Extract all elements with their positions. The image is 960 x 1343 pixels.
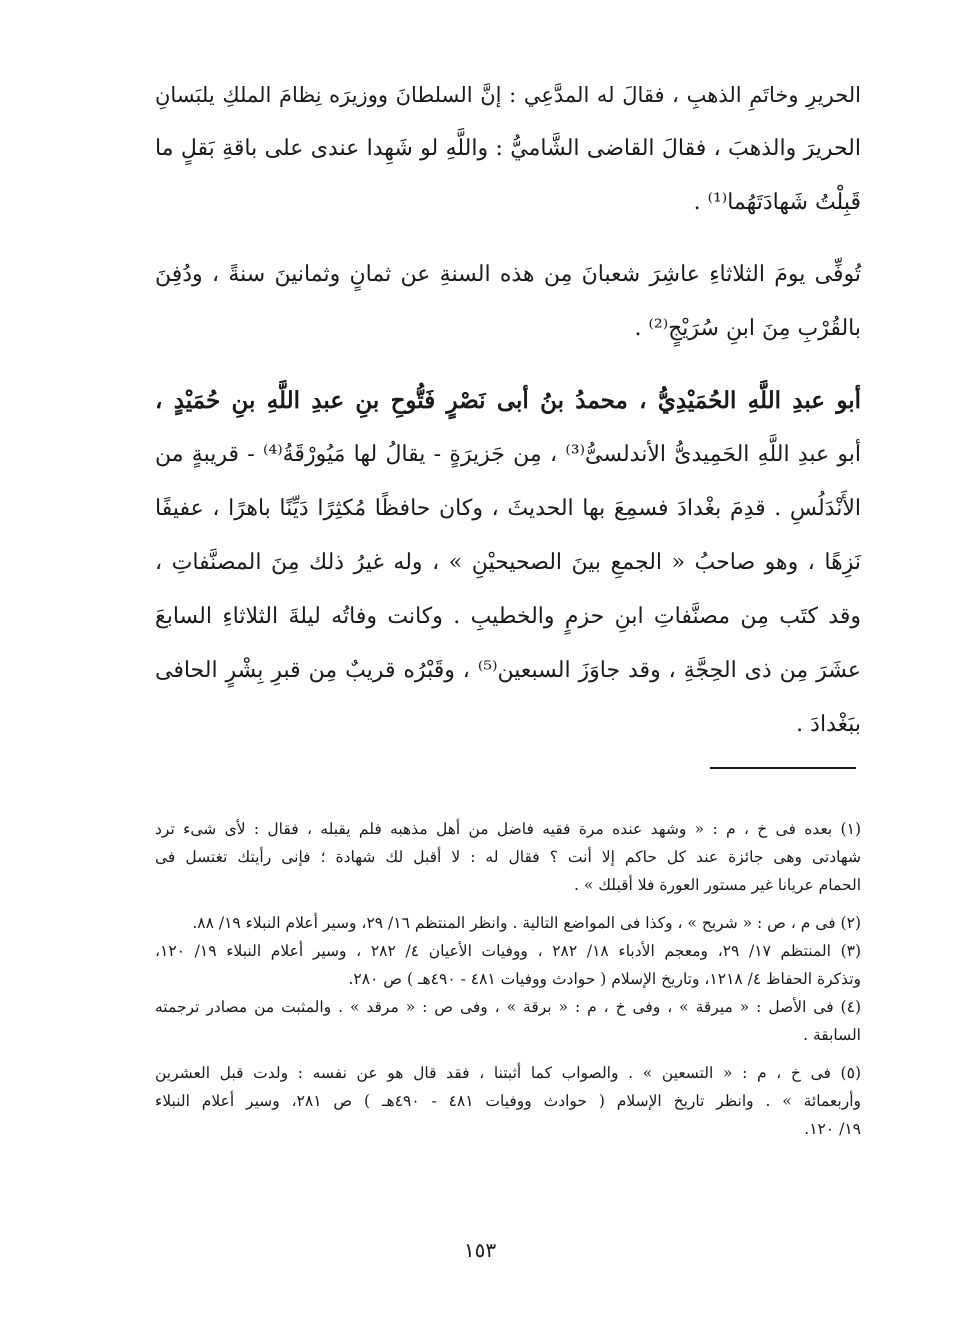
text-line: عشَرَ مِن ذى الحِجَّةِ ، وقد جاوَزَ السبعين⁽⁵⁾ ، وقَبْرُه قريبٌ مِن قبرِ بِشْرٍ الحافى	[155, 658, 861, 683]
text-line: الحريرَ والذهبَ ، فقالَ القاضى الشَّاميُّ : واللَّهِ لو شَهِدا عندى على باقةِ بَقلٍ ما	[155, 136, 861, 161]
footnote-3	[155, 937, 861, 993]
text-line: وقد كتَب مِن مصنَّفاتِ ابنِ حزمٍ والخطيبِ . وكانت وفاتُه ليلةَ الثلاثاءِ السابعَ	[155, 604, 861, 629]
footnote-line: (٣) المنتظم ١٧/ ٢٩، ومعجم الأدباء ١٨/ ٢٨٢ ، ووفيات الأعيان ٤/ ٢٨٢ ، وسير أعلام النبلاء ١٩/ ١٢٠،	[155, 942, 862, 960]
main-text	[155, 68, 861, 752]
text-line: نَزِهًا ، وهو صاحبُ « الجمعِ بينَ الصحيحيْنِ » ، وله غيرُ ذلك مِنَ المصنَّفاتِ ،	[155, 550, 861, 575]
text-line: بالقُرْبِ مِنَ ابنِ سُرَيْجٍ⁽²⁾ .	[634, 316, 861, 341]
text-line: أبو عبدِ اللَّهِ الحَمِيدىُّ الأندلسىُّ⁽³⁾ ، مِن جَزيرَةٍ - يقالُ لها مَيُورْقَةُ⁽⁴⁾ - قريبةٍ من	[155, 442, 862, 467]
footnote-line: وتذكرة الحفاظ ٤/ ١٢١٨، وتاريخ الإسلام ( حوادث ووفيات ٤٨١ - ٤٩٠هـ ) ص ٢٨٠.	[348, 970, 861, 988]
text-line: قَبِلْتُ شَهادَتَهُما⁽¹⁾ .	[693, 190, 861, 215]
footnote-line: (٤) فى الأصل : « ميرقة » ، وفى خ ، م : « برقة » ، وفى ص : « مرقد » . والمثبت من مصادر ترجمته	[155, 998, 861, 1016]
text-line: الأَنْدَلُسِ . قدِمَ بغْدادَ فسمِعَ بها الحديثَ ، وكان حافظًا مُكثِرًا دَيِّنًا باهرًا ، عفيفًا	[155, 496, 861, 521]
footnote-4	[155, 993, 861, 1049]
page-number: ١٥٣	[463, 1238, 497, 1262]
footnote-2	[155, 909, 861, 937]
footnote-5	[155, 1059, 861, 1143]
footnote-separator	[710, 767, 856, 769]
footnote-line: وأربعمائة » . وانظر تاريخ الإسلام ( حوادث ووفيات ٤٨١ - ٤٩٠هـ ) ص ٢٨١، وسير أعلام النبلاء	[155, 1092, 861, 1110]
text-line: ببَغْدادَ .	[796, 712, 861, 737]
footnote-line: السابقة .	[803, 1026, 861, 1044]
footnote-line: شهادتى وهى جائزة عند كل حاكم إلا أنت ؟ فقال له : لا أقبل لك شهادة ؛ فإنى رأيتك تغتسل فى	[155, 848, 861, 866]
paragraph-3-biography	[155, 374, 861, 752]
biography-heading-line: أبو عبدِ اللَّهِ الحُمَيْدِيُّ ، محمدُ بنُ أبى نَصْرٍ فَتُّوحِ بنِ عبدِ اللَّهِ بنِ حُمَيْدٍ ،	[155, 387, 861, 414]
footnotes	[155, 815, 861, 1143]
footnote-line: (٥) فى خ ، م : « التسعين » . والصواب كما أثبتنا ، فقد قال هو عن نفسه : ولدت قبل العشرين	[155, 1064, 861, 1082]
footnote-line: (٢) فى م ، ص : « شريح » ، وكذا فى المواضع التالية . وانظر المنتظم ١٦/ ٢٩، وسير أعلام النبلاء ١٩/ ٨٨.	[192, 914, 861, 932]
text-line: الحريرِ وخاتَمِ الذهبِ ، فقالَ له المدَّعِي : إنَّ السلطانَ ووزيرَه نِظامَ الملكِ يلبَسانِ	[155, 83, 861, 107]
footnote-line: (١) بعده فى خ ، م : « وشهد عنده مرة فقيه فاضل من أهل مذهبه فلم يقبله ، فقال : لأى شىء ترد	[155, 820, 861, 838]
footnote-line: الحمام عريانا غير مستور العورة فلا أقبلك » .	[573, 876, 861, 894]
paragraph-2	[155, 248, 861, 356]
text-line: تُوفِّى يومَ الثلاثاءِ عاشِرَ شعبانَ مِن هذه السنةِ عن ثمانٍ وثمانينَ سنةً ، ودُفِنَ	[155, 262, 861, 287]
footnote-line: ١٩/ ١٢٠.	[804, 1120, 861, 1138]
paragraph-1	[155, 68, 861, 230]
footnote-1	[155, 815, 861, 899]
